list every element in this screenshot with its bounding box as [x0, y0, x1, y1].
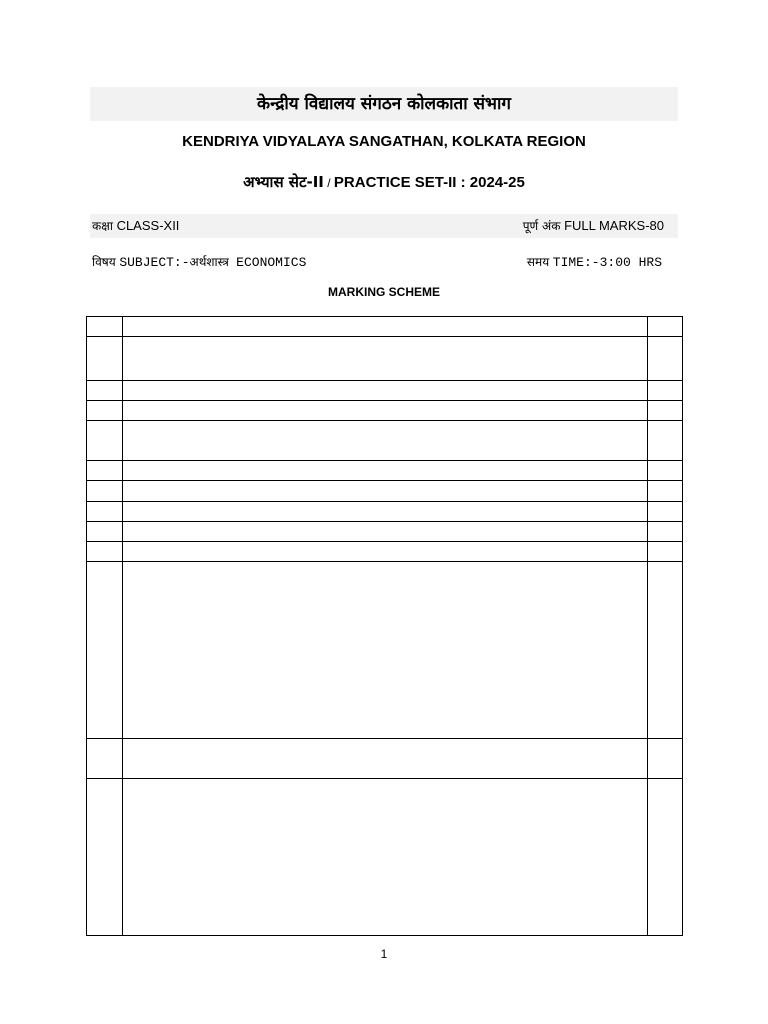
- answer-cell: [123, 779, 648, 936]
- marks-cell: [648, 502, 683, 522]
- table-row: [87, 337, 683, 381]
- table-row: [87, 317, 683, 337]
- marks-cell: [648, 562, 683, 739]
- subject-label: SUBJECT:-: [119, 255, 190, 270]
- question-number-cell: [87, 461, 123, 481]
- english-title: KENDRIYA VIDYALAYA SANGATHAN, KOLKATA REGION: [182, 133, 586, 150]
- subject-name-hindi: अर्थशास्त्र: [189, 255, 229, 269]
- table-row: [87, 481, 683, 502]
- marks-cell: [648, 421, 683, 461]
- answer-cell: [123, 461, 648, 481]
- answer-cell: [123, 337, 648, 381]
- time-info: [527, 251, 662, 274]
- marks-cell: [648, 381, 683, 401]
- answer-cell: [123, 739, 648, 779]
- page-number: 1: [380, 947, 388, 961]
- marks-label-hindi: पूर्ण अंक: [522, 219, 561, 233]
- table-row: [87, 562, 683, 739]
- marks-cell: [648, 337, 683, 381]
- subject-time-row: [90, 251, 678, 273]
- question-number-cell: [87, 739, 123, 779]
- table-row: [87, 401, 683, 421]
- marks-cell: [648, 401, 683, 421]
- table-row: [87, 779, 683, 936]
- table-row: [87, 522, 683, 542]
- time-value: TIME:-3:00 HRS: [552, 255, 662, 270]
- question-number-cell: [87, 502, 123, 522]
- marks-info: [523, 214, 664, 238]
- question-number-cell: [87, 542, 123, 562]
- answer-cell: [123, 381, 648, 401]
- marks-cell: [648, 461, 683, 481]
- question-number-cell: [87, 779, 123, 936]
- table-row: [87, 502, 683, 522]
- question-number-cell: [87, 401, 123, 421]
- answer-cell: [123, 401, 648, 421]
- question-number-cell: [87, 421, 123, 461]
- time-label-hindi: समय: [526, 255, 550, 269]
- set-title-separator: /: [323, 176, 334, 190]
- answer-cell: [123, 542, 648, 562]
- answer-cell: [123, 317, 648, 337]
- marks-cell: [648, 779, 683, 936]
- table-row: [87, 542, 683, 562]
- subject-label-hindi: विषय: [92, 255, 116, 269]
- table-row: [87, 461, 683, 481]
- marks-value: FULL MARKS-80: [564, 218, 664, 233]
- question-number-cell: [87, 337, 123, 381]
- set-title-hindi: अभ्यास सेट-II: [243, 173, 324, 191]
- subject-info: [92, 251, 306, 274]
- table-row: [87, 739, 683, 779]
- practice-set-title: [0, 172, 768, 192]
- answer-cell: [123, 522, 648, 542]
- marks-cell: [648, 317, 683, 337]
- marks-cell: [648, 542, 683, 562]
- question-number-cell: [87, 317, 123, 337]
- class-marks-row: [90, 214, 678, 238]
- question-number-cell: [87, 522, 123, 542]
- table-row: [87, 381, 683, 401]
- marking-scheme-title: MARKING SCHEME: [327, 285, 440, 299]
- answer-cell: [123, 562, 648, 739]
- answer-cell: [123, 502, 648, 522]
- question-number-cell: [87, 562, 123, 739]
- question-number-cell: [87, 481, 123, 502]
- marking-scheme-table: [86, 316, 683, 936]
- subject-name-english: ECONOMICS: [236, 255, 307, 270]
- answer-cell: [123, 481, 648, 502]
- class-value: CLASS-XII: [116, 218, 180, 233]
- answer-cell: [123, 421, 648, 461]
- question-number-cell: [87, 381, 123, 401]
- marks-cell: [648, 522, 683, 542]
- class-label-hindi: कक्षा: [92, 219, 113, 233]
- set-title-english: PRACTICE SET-II : 2024-25: [333, 174, 525, 191]
- marks-cell: [648, 481, 683, 502]
- hindi-title: केन्द्रीय विद्यालय संगठन कोलकाता संभाग: [90, 87, 678, 121]
- table-row: [87, 421, 683, 461]
- class-info: [92, 214, 179, 238]
- marks-cell: [648, 739, 683, 779]
